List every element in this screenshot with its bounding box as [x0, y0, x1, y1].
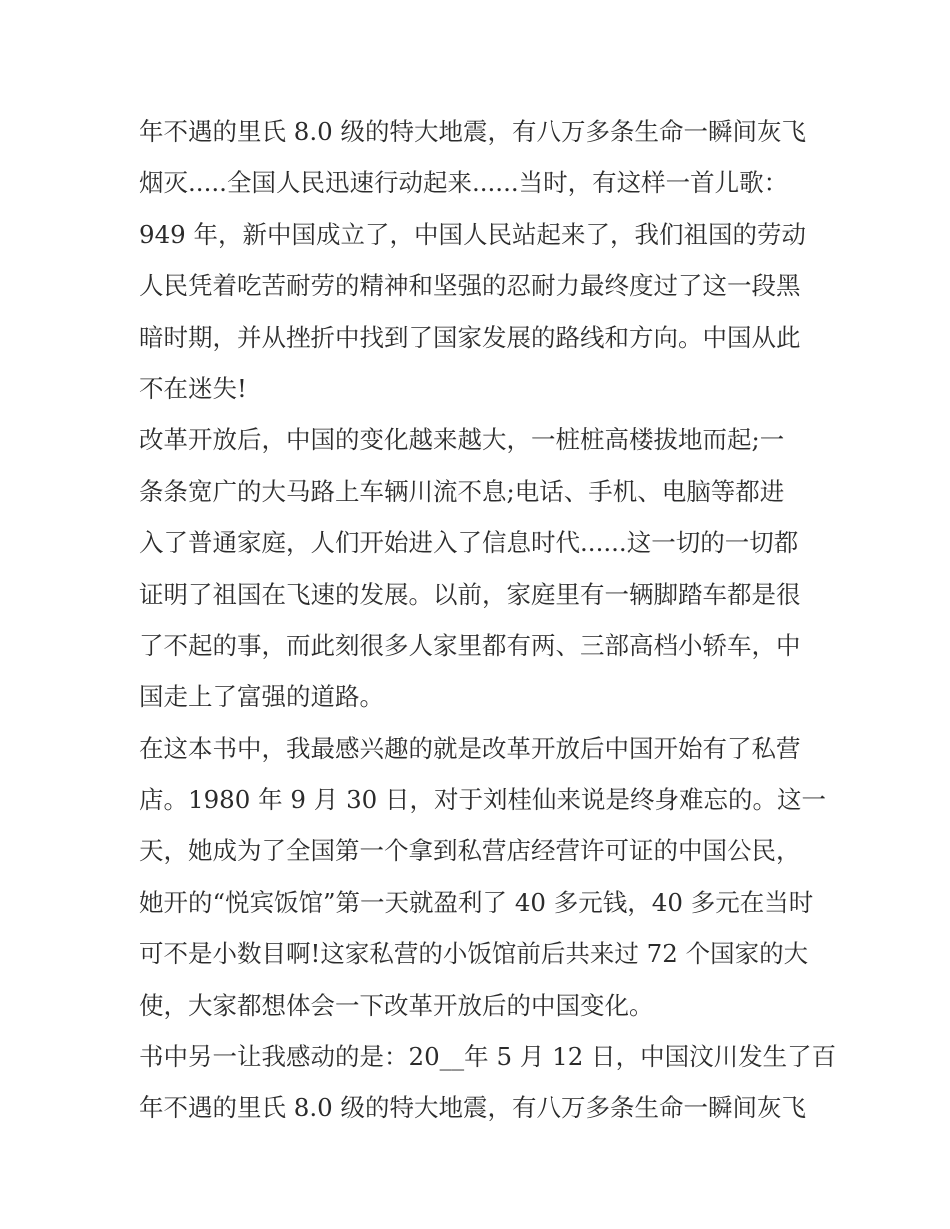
- text-line: 使，大家都想体会一下改革开放后的中国变化。: [139, 990, 654, 1020]
- text-line: 国走上了富强的道路。: [139, 682, 384, 712]
- text-line: 改革开放后，中国的变化越来越大，一桩桩高楼拔地而起;一: [139, 425, 785, 455]
- text-line: 条条宽广的大马路上车辆川流不息;电话、手机、电脑等都进: [139, 476, 785, 506]
- text-line: 店。1980 年 9 月 30 日，对于刘桂仙来说是终身难忘的。这一: [139, 785, 827, 815]
- text-line: 949 年，新中国成立了，中国人民站起来了，我们祖国的劳动: [139, 219, 807, 249]
- text-line: 了不起的事，而此刻很多人家里都有两、三部高档小轿车，中: [139, 630, 801, 660]
- text-line: 在这本书中，我最感兴趣的就是改革开放后中国开始有了私营: [139, 733, 801, 763]
- text-line: 她开的“悦宾饭馆”第一天就盈利了 40 多元钱，40 多元在当时: [139, 887, 814, 917]
- text-line: 不在迷失!: [139, 373, 247, 403]
- text-line: 年不遇的里氏 8.0 级的特大地震，有八万多条生命一瞬间灰飞: [139, 1093, 807, 1123]
- text-line: 书中另一让我感动的是：20__年 5 月 12 日，中国汶川发生了百: [139, 1042, 837, 1072]
- text-line: 天，她成为了全国第一个拿到私营店经营许可证的中国公民，: [139, 836, 801, 866]
- text-line: 暗时期，并从挫折中找到了国家发展的路线和方向。中国从此: [139, 322, 801, 352]
- text-line: 年不遇的里氏 8.0 级的特大地震，有八万多条生命一瞬间灰飞: [139, 117, 807, 146]
- text-line: 人民凭着吃苦耐劳的精神和坚强的忍耐力最终度过了这一段黑: [139, 271, 801, 301]
- text-line: 入了普通家庭，人们开始进入了信息时代......这一切的一切都: [139, 528, 799, 558]
- text-line: 证明了祖国在飞速的发展。以前，家庭里有一辆脚踏车都是很: [139, 579, 801, 609]
- body-text: [139, 106, 837, 1134]
- text-line: 可不是小数目啊!这家私营的小饭馆前后共来过 72 个国家的大: [139, 939, 809, 969]
- text-line: 烟灭.....全国人民迅速行动起来......当时，有这样一首儿歌：: [139, 168, 789, 198]
